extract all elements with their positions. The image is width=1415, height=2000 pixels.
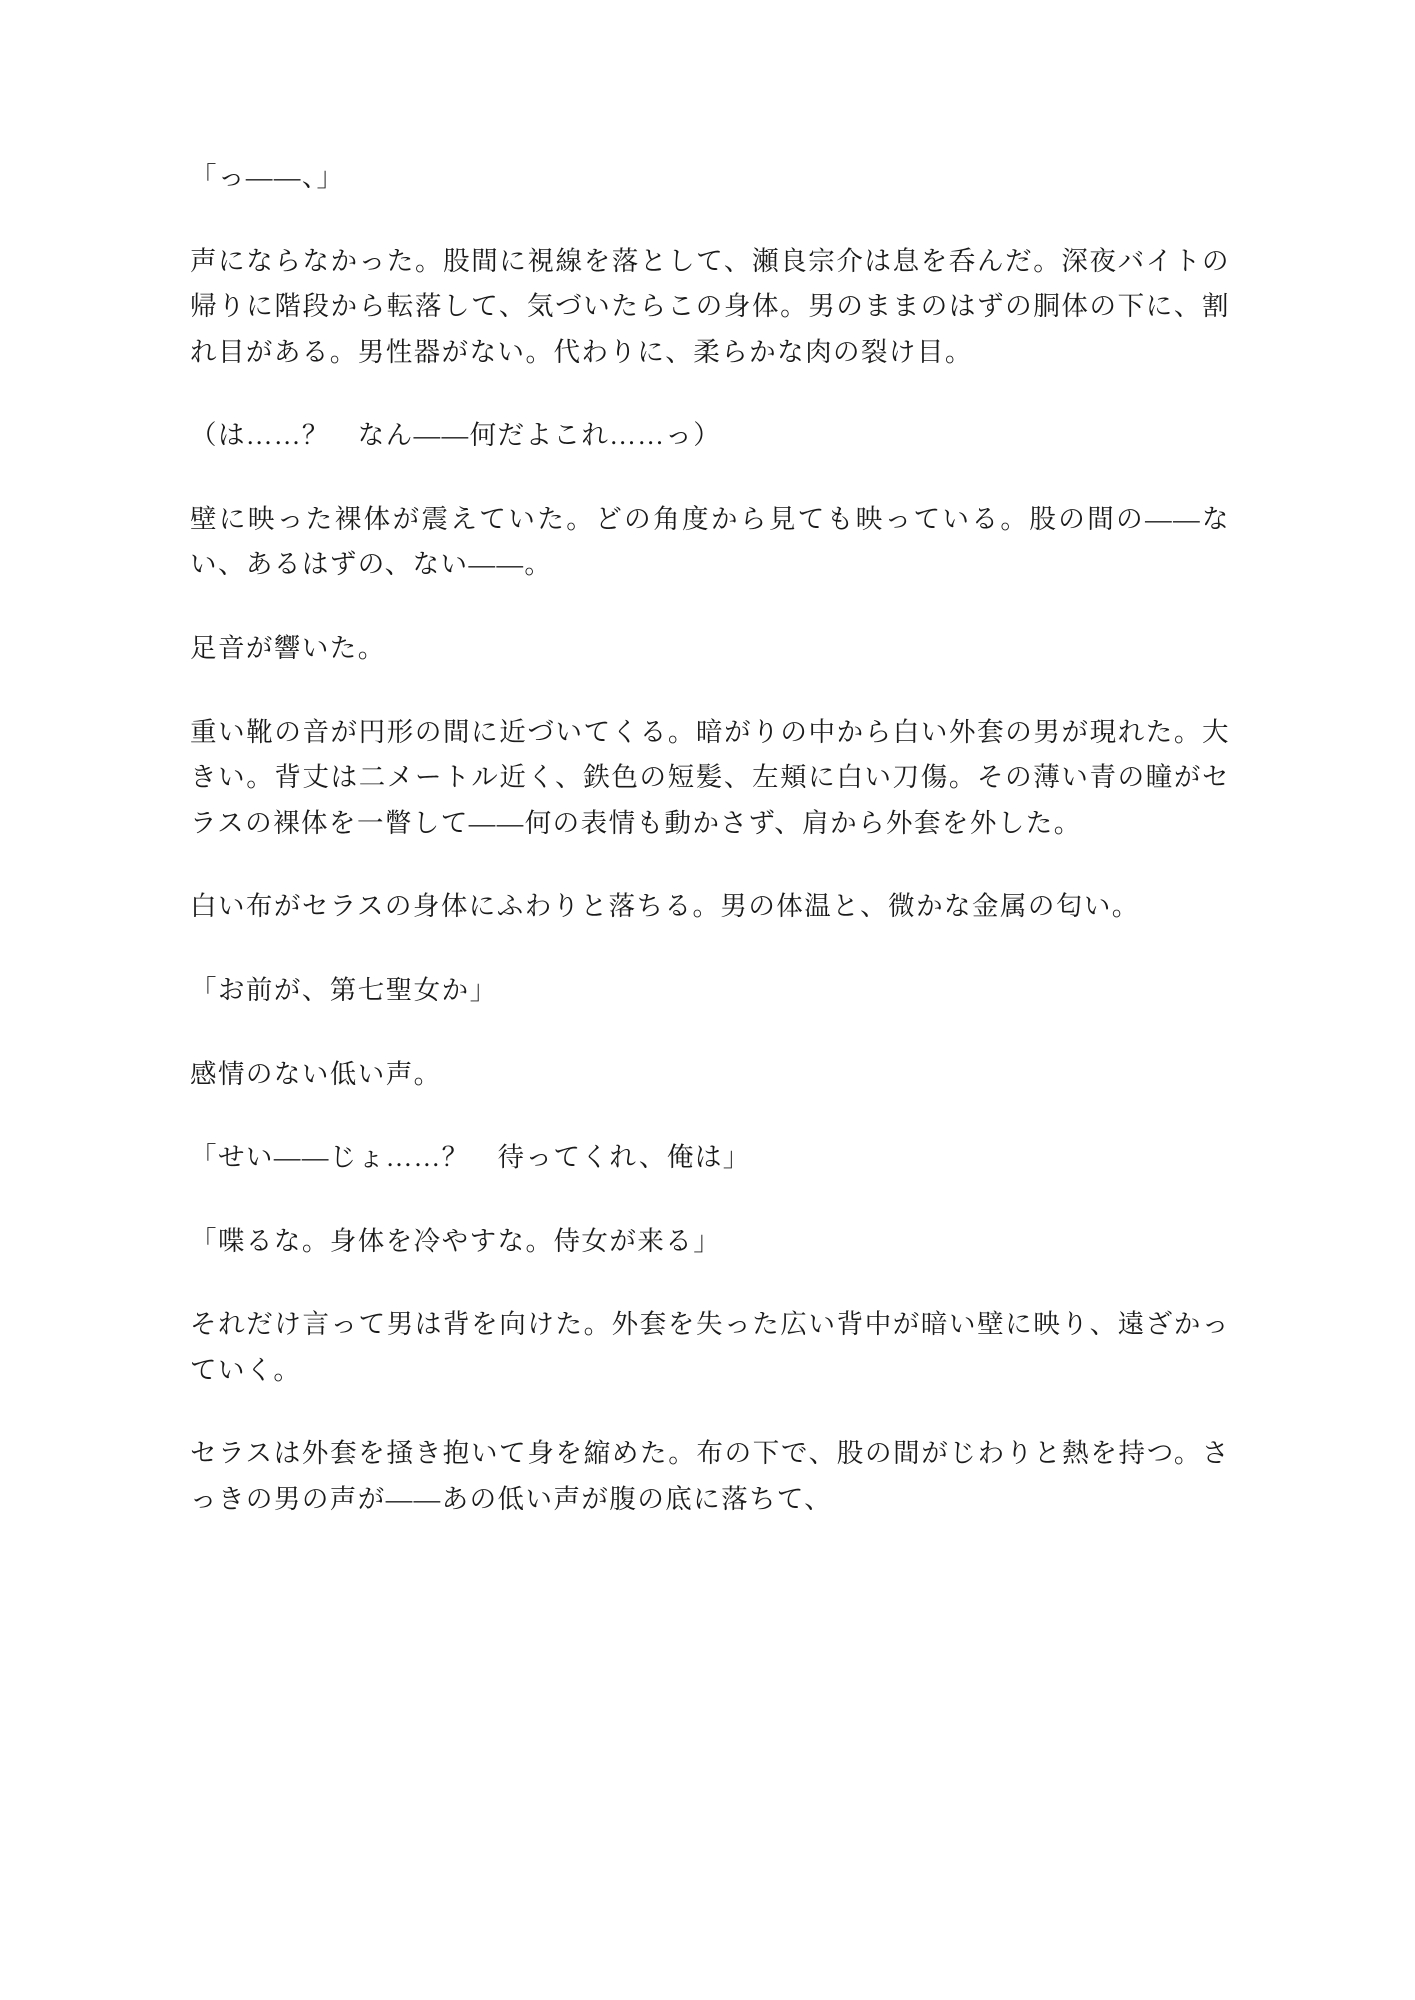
paragraph: 声にならなかった。股間に視線を落として、瀬良宗介は息を呑んだ。深夜バイトの帰りに階段から転落して、気づいたらこの身体。男のままのはずの胴体の下に、割れ目がある。男性器がない。代わりに、柔らかな肉の裂け目。 [190,245,1230,367]
paragraph: 白い布がセラスの身体にふわりと落ちる。男の体温と、微かな金属の匂い。 [190,891,1140,922]
paragraph: それだけ言って男は背を向けた。外套を失った広い背中が暗い壁に映り、遠ざかっていく。 [190,1309,1230,1385]
paragraph: 「喋るな。身体を冷やすな。侍女が来る」 [190,1225,722,1256]
paragraph: 「せい――じょ……？ 待ってくれ、俺は」 [190,1142,751,1173]
paragraph: （は……？ なん――何だよこれ……っ） [190,420,722,451]
paragraph: 壁に映った裸体が震えていた。どの角度から見ても映っている。股の間の――ない、あるはずの、ない――。 [190,503,1230,580]
document-body [190,155,1230,1523]
paragraph: 感情のない低い声。 [190,1058,442,1089]
paragraph: 足音が響いた。 [190,633,386,664]
paragraph: 重い靴の音が円形の間に近づいてくる。暗がりの中から白い外套の男が現れた。大きい。背丈は二メートル近く、鉄色の短髪、左頬に白い刀傷。その薄い青の瞳がセラスの裸体を一瞥して――何の表情も動かさず、肩から外套を外した。 [190,716,1230,838]
paragraph: セラスは外套を掻き抱いて身を縮めた。布の下で、股の間がじわりと熱を持つ。さっきの男の声が――あの低い声が腹の底に落ちて、 [190,1438,1230,1514]
paragraph: 「お前が、第七聖女か」 [190,974,498,1005]
paragraph: 「っ――、」 [190,162,345,192]
